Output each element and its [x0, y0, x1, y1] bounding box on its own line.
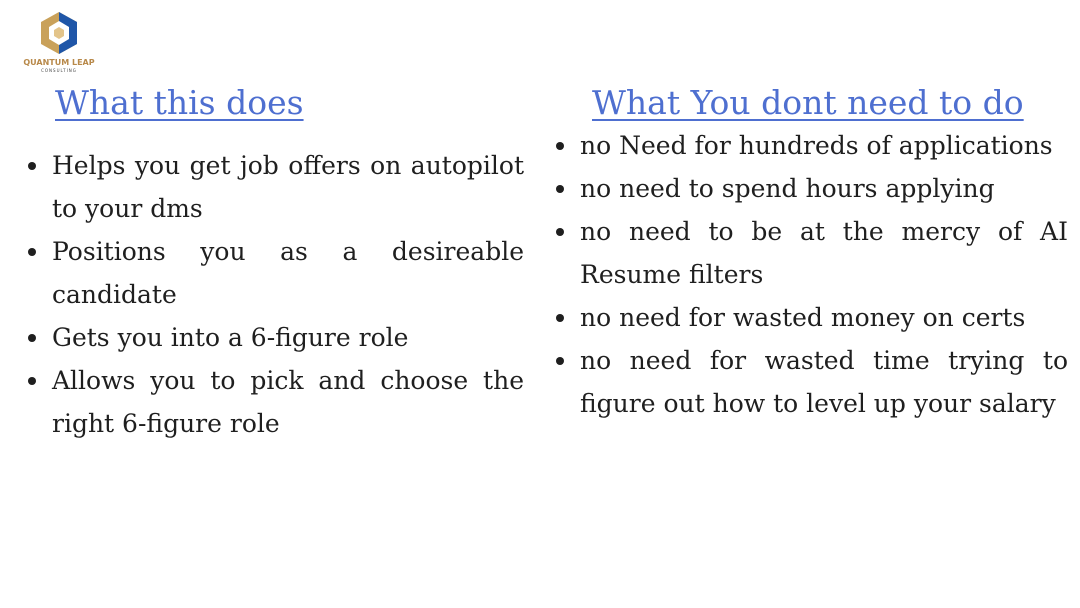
hexagon-logo-icon [36, 10, 82, 56]
benefits-list [24, 144, 524, 445]
list-item: no Need for hundreds of applications [552, 124, 1068, 167]
list-item: no need for wasted time trying to figure out how to level up your salary [552, 339, 1068, 425]
logo-name: QUANTUM LEAP [23, 58, 95, 67]
list-item: Gets you into a 6-figure role [24, 316, 524, 359]
what-you-dont-need-heading: What You dont need to do [592, 83, 1024, 122]
what-this-does-heading: What this does [55, 83, 304, 122]
logo-tagline: CONSULTING [41, 68, 77, 73]
list-item: no need to be at the mercy of AI Resume filters [552, 210, 1068, 296]
list-item: Helps you get job offers on autopilot to your dms [24, 144, 524, 230]
list-item: Positions you as a desireable candidate [24, 230, 524, 316]
list-item: Allows you to pick and choose the right 6-figure role [24, 359, 524, 445]
company-logo [22, 10, 96, 74]
list-item: no need for wasted money on certs [552, 296, 1068, 339]
no-need-list [552, 124, 1068, 425]
list-item: no need to spend hours applying [552, 167, 1068, 210]
